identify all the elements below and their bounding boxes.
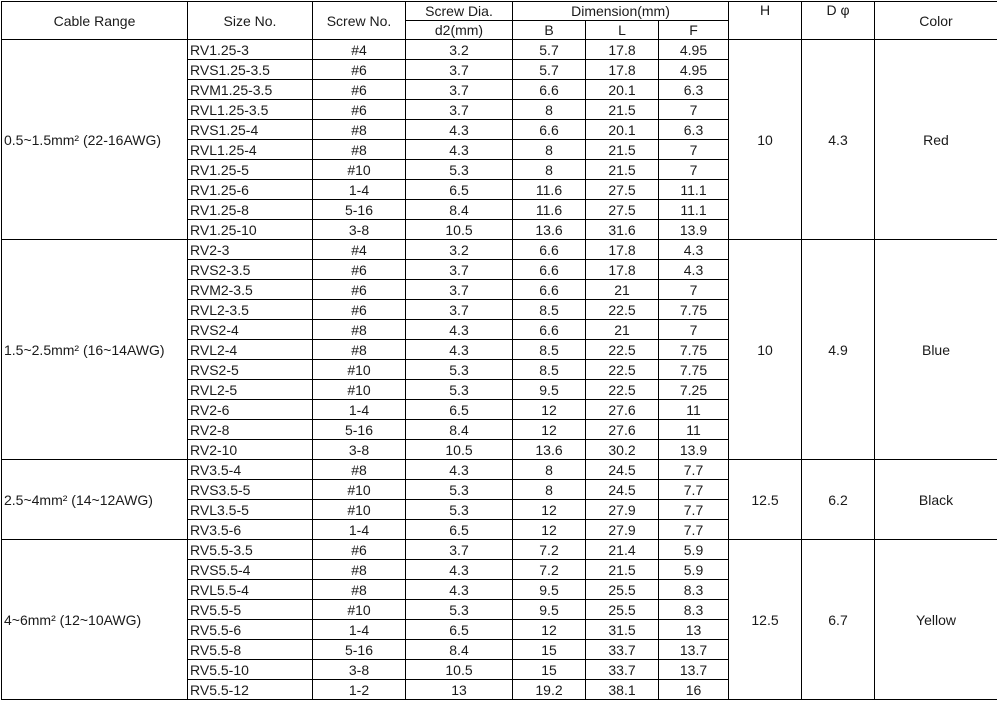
- cell-dim-f: 7: [659, 280, 729, 300]
- table-row: [2, 460, 997, 480]
- cell-color: Yellow: [875, 540, 997, 700]
- cell-screw-dia: 5.3: [406, 160, 513, 180]
- header-screw-dia-sub: d2(mm): [406, 21, 513, 40]
- cell-dim-f: 13: [659, 620, 729, 640]
- cell-dim-l: 27.6: [586, 400, 659, 420]
- cell-color: Blue: [875, 240, 997, 460]
- cell-screw-dia: 3.2: [406, 40, 513, 60]
- cell-size-no: RVL2-5: [188, 380, 313, 400]
- cell-dim-b: 19.2: [513, 680, 586, 700]
- cell-dim-l: 38.1: [586, 680, 659, 700]
- cell-h: 10: [729, 240, 802, 460]
- cell-dim-f: 7.75: [659, 360, 729, 380]
- cell-dim-f: 5.9: [659, 540, 729, 560]
- cell-screw-dia: 6.5: [406, 620, 513, 640]
- cell-screw-no: 1-4: [313, 520, 406, 540]
- cell-cable-range: 0.5~1.5mm² (22-16AWG): [2, 40, 188, 240]
- table-row: [2, 240, 997, 260]
- cell-size-no: RV1.25-8: [188, 200, 313, 220]
- cell-dim-l: 33.7: [586, 640, 659, 660]
- cell-screw-dia: 8.4: [406, 640, 513, 660]
- cell-screw-dia: 13: [406, 680, 513, 700]
- cell-color: Black: [875, 460, 997, 540]
- cell-dim-l: 25.5: [586, 600, 659, 620]
- cell-size-no: RVS1.25-3.5: [188, 60, 313, 80]
- cell-dim-f: 7.25: [659, 380, 729, 400]
- cell-screw-dia: 4.3: [406, 460, 513, 480]
- cell-dim-b: 8: [513, 480, 586, 500]
- cell-screw-dia: 4.3: [406, 140, 513, 160]
- cell-screw-no: #10: [313, 500, 406, 520]
- cell-dim-b: 11.6: [513, 180, 586, 200]
- cell-dim-f: 7: [659, 160, 729, 180]
- cell-screw-dia: 6.5: [406, 400, 513, 420]
- cell-dim-l: 21.4: [586, 540, 659, 560]
- cell-dim-f: 7.7: [659, 460, 729, 480]
- cell-screw-dia: 3.7: [406, 540, 513, 560]
- cell-size-no: RV2-8: [188, 420, 313, 440]
- cell-screw-dia: 8.4: [406, 420, 513, 440]
- cell-dim-l: 21: [586, 280, 659, 300]
- cell-dim-f: 7.7: [659, 520, 729, 540]
- header-cable-range: Cable Range: [2, 2, 188, 40]
- cell-dim-b: 11.6: [513, 200, 586, 220]
- cell-color: Red: [875, 40, 997, 240]
- cell-screw-dia: 5.3: [406, 480, 513, 500]
- cell-size-no: RVL1.25-4: [188, 140, 313, 160]
- cell-dim-f: 11: [659, 420, 729, 440]
- cell-screw-dia: 6.5: [406, 520, 513, 540]
- cell-screw-no: #8: [313, 580, 406, 600]
- cell-size-no: RV5.5-3.5: [188, 540, 313, 560]
- cell-dim-f: 11.1: [659, 200, 729, 220]
- cell-size-no: RVS2-4: [188, 320, 313, 340]
- cell-dim-l: 24.5: [586, 460, 659, 480]
- cell-cable-range: 2.5~4mm² (14~12AWG): [2, 460, 188, 540]
- cell-dim-f: 13.9: [659, 220, 729, 240]
- cell-d-phi: 6.2: [802, 460, 875, 540]
- cell-dim-l: 27.5: [586, 200, 659, 220]
- cell-dim-b: 8.5: [513, 340, 586, 360]
- cell-dim-b: 5.7: [513, 40, 586, 60]
- cell-screw-dia: 3.7: [406, 60, 513, 80]
- cell-dim-l: 30.2: [586, 440, 659, 460]
- cell-screw-dia: 3.7: [406, 300, 513, 320]
- cell-dim-b: 15: [513, 660, 586, 680]
- cell-size-no: RVL5.5-4: [188, 580, 313, 600]
- cell-dim-l: 21.5: [586, 560, 659, 580]
- cell-screw-dia: 10.5: [406, 220, 513, 240]
- cell-dim-b: 12: [513, 620, 586, 640]
- cell-screw-no: #6: [313, 280, 406, 300]
- cell-dim-l: 22.5: [586, 300, 659, 320]
- cell-screw-no: #10: [313, 380, 406, 400]
- cell-screw-dia: 3.7: [406, 100, 513, 120]
- cell-screw-dia: 4.3: [406, 560, 513, 580]
- cell-dim-b: 6.6: [513, 260, 586, 280]
- cell-size-no: RV1.25-6: [188, 180, 313, 200]
- cell-dim-l: 27.9: [586, 520, 659, 540]
- cell-cable-range: 1.5~2.5mm² (16~14AWG): [2, 240, 188, 460]
- cell-screw-dia: 5.3: [406, 500, 513, 520]
- cell-size-no: RVM2-3.5: [188, 280, 313, 300]
- cell-h: 12.5: [729, 460, 802, 540]
- cell-screw-no: 5-16: [313, 420, 406, 440]
- header-b: B: [513, 21, 586, 40]
- cell-dim-l: 33.7: [586, 660, 659, 680]
- cell-screw-no: #6: [313, 60, 406, 80]
- cell-screw-dia: 4.3: [406, 320, 513, 340]
- table-row: [2, 40, 997, 60]
- cell-dim-l: 31.5: [586, 620, 659, 640]
- cell-dim-f: 4.3: [659, 260, 729, 280]
- cell-size-no: RV1.25-5: [188, 160, 313, 180]
- cell-screw-no: #4: [313, 40, 406, 60]
- cell-screw-no: #10: [313, 480, 406, 500]
- cell-dim-l: 24.5: [586, 480, 659, 500]
- cell-screw-dia: 4.3: [406, 580, 513, 600]
- cell-screw-no: #6: [313, 300, 406, 320]
- cell-size-no: RV5.5-8: [188, 640, 313, 660]
- cell-dim-f: 6.3: [659, 120, 729, 140]
- cell-d-phi: 6.7: [802, 540, 875, 700]
- cell-dim-f: 16: [659, 680, 729, 700]
- cell-dim-l: 17.8: [586, 260, 659, 280]
- cell-dim-l: 22.5: [586, 380, 659, 400]
- cell-dim-f: 13.7: [659, 660, 729, 680]
- cell-screw-dia: 5.3: [406, 600, 513, 620]
- cell-screw-no: #6: [313, 100, 406, 120]
- cell-dim-l: 21.5: [586, 160, 659, 180]
- cell-screw-dia: 5.3: [406, 360, 513, 380]
- cell-h: 12.5: [729, 540, 802, 700]
- cell-size-no: RVM1.25-3.5: [188, 80, 313, 100]
- cell-dim-l: 17.8: [586, 40, 659, 60]
- cell-screw-no: #8: [313, 340, 406, 360]
- cell-dim-b: 13.6: [513, 220, 586, 240]
- cell-dim-f: 11: [659, 400, 729, 420]
- cell-screw-dia: 4.3: [406, 340, 513, 360]
- cell-dim-b: 12: [513, 420, 586, 440]
- cell-screw-dia: 3.7: [406, 280, 513, 300]
- cell-dim-b: 9.5: [513, 600, 586, 620]
- cell-screw-no: #8: [313, 140, 406, 160]
- cell-dim-f: 7.75: [659, 300, 729, 320]
- cell-screw-no: #6: [313, 540, 406, 560]
- cell-size-no: RV2-6: [188, 400, 313, 420]
- cell-size-no: RV5.5-10: [188, 660, 313, 680]
- cell-size-no: RV2-10: [188, 440, 313, 460]
- cell-dim-f: 13.7: [659, 640, 729, 660]
- header-dimension: Dimension(mm): [513, 2, 729, 21]
- cell-dim-f: 7.75: [659, 340, 729, 360]
- cell-dim-b: 8: [513, 100, 586, 120]
- cell-dim-b: 6.6: [513, 280, 586, 300]
- cell-dim-b: 6.6: [513, 120, 586, 140]
- cell-screw-no: #10: [313, 360, 406, 380]
- cell-dim-f: 7: [659, 140, 729, 160]
- cell-dim-f: 5.9: [659, 560, 729, 580]
- cell-dim-b: 15: [513, 640, 586, 660]
- header-color: Color: [875, 2, 997, 40]
- cell-dim-l: 17.8: [586, 240, 659, 260]
- header-size-no: Size No.: [188, 2, 313, 40]
- table-body: [2, 40, 997, 700]
- cell-screw-no: 5-16: [313, 640, 406, 660]
- cell-dim-l: 22.5: [586, 360, 659, 380]
- cell-dim-l: 20.1: [586, 120, 659, 140]
- header-screw-no: Screw No.: [313, 2, 406, 40]
- cell-dim-f: 6.3: [659, 80, 729, 100]
- cell-size-no: RVL3.5-5: [188, 500, 313, 520]
- cell-screw-no: #8: [313, 560, 406, 580]
- cell-size-no: RV3.5-6: [188, 520, 313, 540]
- cell-h: 10: [729, 40, 802, 240]
- cell-screw-no: 1-4: [313, 180, 406, 200]
- cell-screw-no: #8: [313, 320, 406, 340]
- cell-size-no: RV5.5-6: [188, 620, 313, 640]
- cell-dim-b: 9.5: [513, 380, 586, 400]
- cell-screw-no: 3-8: [313, 660, 406, 680]
- cell-dim-b: 7.2: [513, 560, 586, 580]
- cell-dim-l: 27.9: [586, 500, 659, 520]
- cell-dim-l: 27.5: [586, 180, 659, 200]
- cell-dim-f: 4.3: [659, 240, 729, 260]
- cell-screw-no: 1-4: [313, 620, 406, 640]
- cell-screw-no: #6: [313, 260, 406, 280]
- cell-screw-dia: 10.5: [406, 660, 513, 680]
- cell-size-no: RVS2-3.5: [188, 260, 313, 280]
- cell-screw-dia: 3.7: [406, 260, 513, 280]
- cell-screw-no: #4: [313, 240, 406, 260]
- cell-screw-dia: 3.2: [406, 240, 513, 260]
- cell-size-no: RV1.25-3: [188, 40, 313, 60]
- cell-size-no: RVS3.5-5: [188, 480, 313, 500]
- cell-dim-b: 6.6: [513, 80, 586, 100]
- cell-dim-b: 8.5: [513, 360, 586, 380]
- cell-dim-b: 12: [513, 520, 586, 540]
- cell-screw-dia: 6.5: [406, 180, 513, 200]
- cell-dim-l: 20.1: [586, 80, 659, 100]
- cell-screw-no: 5-16: [313, 200, 406, 220]
- cell-size-no: RVS1.25-4: [188, 120, 313, 140]
- cell-dim-b: 8.5: [513, 300, 586, 320]
- cell-dim-l: 21: [586, 320, 659, 340]
- cell-screw-dia: 8.4: [406, 200, 513, 220]
- cell-dim-b: 6.6: [513, 240, 586, 260]
- cell-dim-b: 9.5: [513, 580, 586, 600]
- cell-size-no: RV3.5-4: [188, 460, 313, 480]
- cell-screw-dia: 10.5: [406, 440, 513, 460]
- cell-dim-f: 7: [659, 100, 729, 120]
- cell-size-no: RV1.25-10: [188, 220, 313, 240]
- cell-size-no: RV5.5-5: [188, 600, 313, 620]
- cell-screw-no: 1-4: [313, 400, 406, 420]
- cell-screw-no: #8: [313, 460, 406, 480]
- header-screw-dia: Screw Dia.: [406, 2, 513, 21]
- cell-screw-no: #10: [313, 160, 406, 180]
- cell-dim-f: 8.3: [659, 600, 729, 620]
- cell-dim-f: 4.95: [659, 40, 729, 60]
- cell-screw-no: #10: [313, 600, 406, 620]
- cell-size-no: RVL2-3.5: [188, 300, 313, 320]
- header-d-phi: D φ: [802, 2, 875, 40]
- cell-dim-f: 11.1: [659, 180, 729, 200]
- table-row: [2, 540, 997, 560]
- cell-dim-f: 4.95: [659, 60, 729, 80]
- cell-dim-b: 13.6: [513, 440, 586, 460]
- cell-screw-no: 1-2: [313, 680, 406, 700]
- cell-screw-dia: 5.3: [406, 380, 513, 400]
- cell-dim-f: 7.7: [659, 500, 729, 520]
- cell-screw-no: #8: [313, 120, 406, 140]
- cell-dim-l: 22.5: [586, 340, 659, 360]
- cell-cable-range: 4~6mm² (12~10AWG): [2, 540, 188, 700]
- cell-dim-l: 17.8: [586, 60, 659, 80]
- terminal-spec-table: [1, 1, 997, 700]
- cell-screw-dia: 4.3: [406, 120, 513, 140]
- cell-dim-f: 7.7: [659, 480, 729, 500]
- header-l: L: [586, 21, 659, 40]
- cell-dim-b: 5.7: [513, 60, 586, 80]
- cell-dim-l: 21.5: [586, 100, 659, 120]
- cell-screw-no: #6: [313, 80, 406, 100]
- cell-size-no: RVL1.25-3.5: [188, 100, 313, 120]
- cell-d-phi: 4.3: [802, 40, 875, 240]
- cell-dim-f: 7: [659, 320, 729, 340]
- cell-d-phi: 4.9: [802, 240, 875, 460]
- cell-size-no: RV5.5-12: [188, 680, 313, 700]
- cell-dim-l: 25.5: [586, 580, 659, 600]
- cell-dim-b: 8: [513, 460, 586, 480]
- cell-screw-no: 3-8: [313, 440, 406, 460]
- cell-size-no: RVS2-5: [188, 360, 313, 380]
- cell-dim-b: 12: [513, 500, 586, 520]
- cell-dim-f: 8.3: [659, 580, 729, 600]
- cell-size-no: RV2-3: [188, 240, 313, 260]
- cell-dim-l: 27.6: [586, 420, 659, 440]
- cell-dim-b: 7.2: [513, 540, 586, 560]
- header-h: H: [729, 2, 802, 40]
- header-f: F: [659, 21, 729, 40]
- cell-dim-l: 31.6: [586, 220, 659, 240]
- cell-dim-l: 21.5: [586, 140, 659, 160]
- cell-dim-f: 13.9: [659, 440, 729, 460]
- cell-dim-b: 8: [513, 140, 586, 160]
- cell-size-no: RVS5.5-4: [188, 560, 313, 580]
- cell-screw-dia: 3.7: [406, 80, 513, 100]
- cell-screw-no: 3-8: [313, 220, 406, 240]
- cell-dim-b: 8: [513, 160, 586, 180]
- cell-size-no: RVL2-4: [188, 340, 313, 360]
- cell-dim-b: 6.6: [513, 320, 586, 340]
- cell-dim-b: 12: [513, 400, 586, 420]
